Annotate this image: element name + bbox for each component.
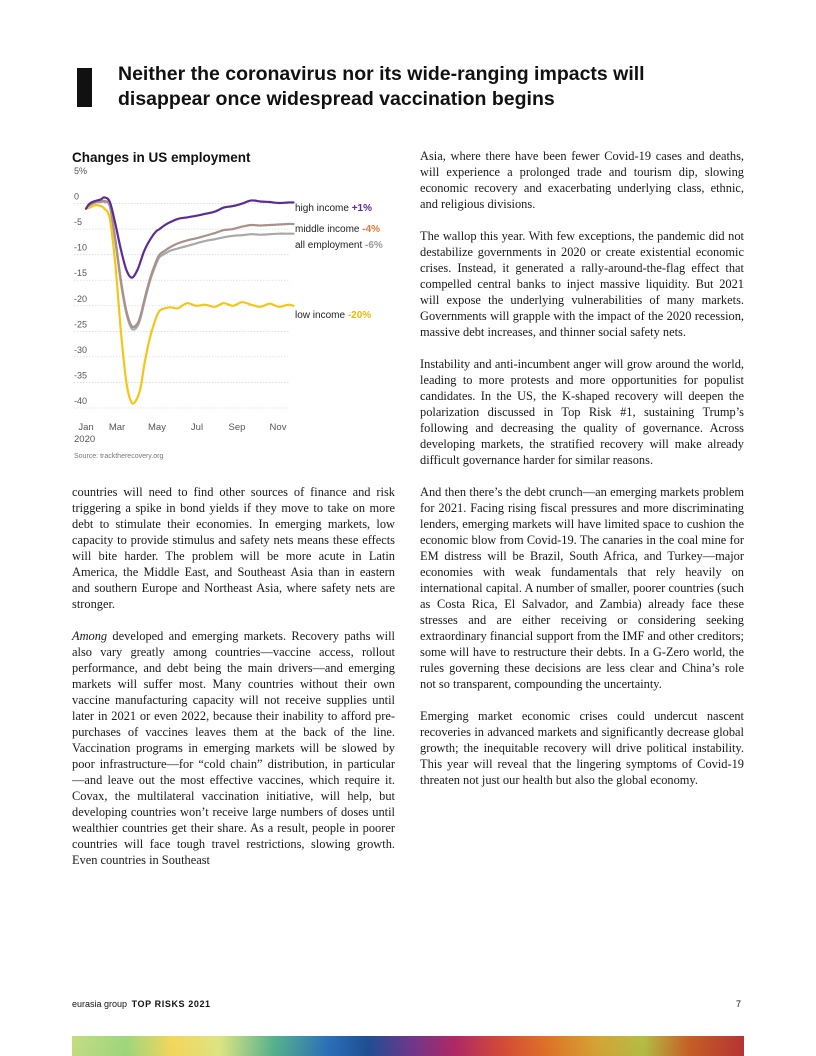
high-income-line: [86, 197, 294, 277]
brand-name: eurasia group: [72, 999, 128, 1009]
y-tick-label: -25: [74, 319, 88, 330]
series-label: high income +1%: [295, 203, 372, 214]
footer-brand: [72, 999, 211, 1009]
paragraph-text: developed and emerging markets. Recovery paths will also vary greatly among countries—vaccine access, rollout performance, and debt being the main drivers—and emerging markets will suffer most. Many countries without their own vaccine manufacturing capacity will not receive supplies until later in 2021 or even 2022, because their inability to afford pre-purchases of vaccines leaves them at the back of the line. Vaccination programs in emerging markets will be slowed by poor infrastructure—for “cold chain” distribution, in particular—and leave out the most effective vaccines, which require it. Covax, the multilateral vaccination initiative, will help, but developing countries won’t receive large numbers of doses until wealthier countries get their share. As a result, people in poorer countries will face tough travel restrictions, slowing growth. Even countries in Southeast: [72, 629, 395, 867]
emphasis-text: Among: [72, 629, 108, 643]
y-tick-label: -30: [74, 344, 88, 355]
x-tick-label: Sep: [228, 422, 246, 433]
y-tick-label: -20: [74, 293, 88, 304]
paragraph: And then there’s the debt crunch—an emerging markets problem for 2021. Facing rising fiscal pressures and more discriminating lenders, emerging markets will have limited space to cushion the economic blow from Covid-19. The canaries in the coal mine for EM distress will be Brazil, South Africa, and Turkey—major economies with weak fundamentals that rely heavily on international capital. A number of smaller, poorer countries (such as Costa Rica, El Salvador, and Zambia) already face these stresses and are either receiving or considering seeking extraordinary financial support from the IMF and other creditors; some will have to restructure their debts. In a G-Zero world, the rules governing these decisions are less clear and China’s role not so transparent, compounding the uncertainty.: [420, 485, 744, 691]
series-label: middle income -4%: [295, 224, 381, 235]
left-column: [72, 484, 395, 868]
y-tick-label: -5: [74, 217, 83, 228]
x-year-label: 2020: [74, 434, 96, 445]
y-tick-label: -35: [74, 370, 88, 381]
paragraph: countries will need to find other sources of finance and risk triggering a spike in bond yields if they move to take on more debt to stimulate their economies. In emerging markets, low capacity to provide stimulus and safety nets means these effects will bite harder. The problem will be more acute in Latin America, the Middle East, and Southeast Asia than in eastern and southern Europe and Northeast Asia, where safety nets are stronger.: [72, 485, 395, 611]
paragraph: Instability and anti-incumbent anger will grow around the world, leading to more protests and more opportunities for populist candidates. In the US, the K-shaped recovery will deepen the polarization discussed in Top Risk #1, sustaining Trump’s following and decreasing the quality of governance. Across developing markets, the stratified recovery will make already difficult governance harder for similar reasons.: [420, 357, 744, 467]
x-tick-label: Jul: [190, 422, 204, 433]
paragraph: The wallop this year. With few exceptions, the pandemic did not destabilize governments in 2020 or create existential economic crises. Instead, it generated a rally-around-the-flag effect that compelled central banks to inject massive liquidity. But 2021 will expose the underlying vulnerabilities of many markets. Governments will grapple with the impact of the 2020 recession, massive debt increases, and thinner social safety nets.: [420, 229, 744, 339]
x-tick-label: Jan: [78, 422, 94, 433]
heading-accent-bar: [77, 68, 92, 107]
series-label: low income -20%: [295, 310, 372, 321]
x-tick-label: Mar: [108, 422, 126, 433]
series-change-value: -4%: [362, 224, 381, 235]
right-column: [420, 148, 744, 788]
report-name: TOP RISKS 2021: [131, 999, 211, 1009]
y-tick-label: -40: [74, 396, 88, 406]
decorative-color-strip: [72, 1036, 744, 1056]
middle-income-line: [86, 201, 294, 327]
y-tick-label: -15: [74, 268, 88, 279]
paragraph: Asia, where there have been fewer Covid-19 cases and deaths, will experience a prolonged trade and tourism dip, slowing economic recovery and exacerbating underlying class, ethnic, and religious divisions.: [420, 149, 744, 211]
y-tick-label: 5%: [74, 166, 88, 176]
y-tick-label: -10: [74, 242, 88, 253]
page-number: 7: [736, 999, 742, 1009]
paragraph: [72, 628, 395, 868]
series-label: all employment -6%: [295, 240, 383, 251]
all-employment-line: [86, 202, 294, 330]
low-income-line: [86, 205, 294, 404]
page-heading: Neither the coronavirus nor its wide-ranging impacts will disappear once widespread vaccination begins: [118, 63, 645, 110]
y-tick-label: 0: [74, 191, 80, 202]
chart-title: Changes in US employment: [72, 150, 251, 165]
series-change-value: -6%: [365, 240, 383, 251]
x-tick-label: May: [148, 422, 166, 433]
series-change-value: -20%: [347, 310, 372, 321]
paragraph: Emerging market economic crises could undercut nascent recoveries in advanced markets and significantly decrease global growth; the inequitable recovery will drive political instability. This year will reveal that the lingering symptoms of Covid-19 threaten not just our health but also the global economy.: [420, 709, 744, 787]
chart-source: Source: tracktherecovery.org: [74, 453, 164, 460]
x-tick-label: Nov: [269, 422, 287, 433]
series-change-value: +1%: [351, 203, 372, 214]
